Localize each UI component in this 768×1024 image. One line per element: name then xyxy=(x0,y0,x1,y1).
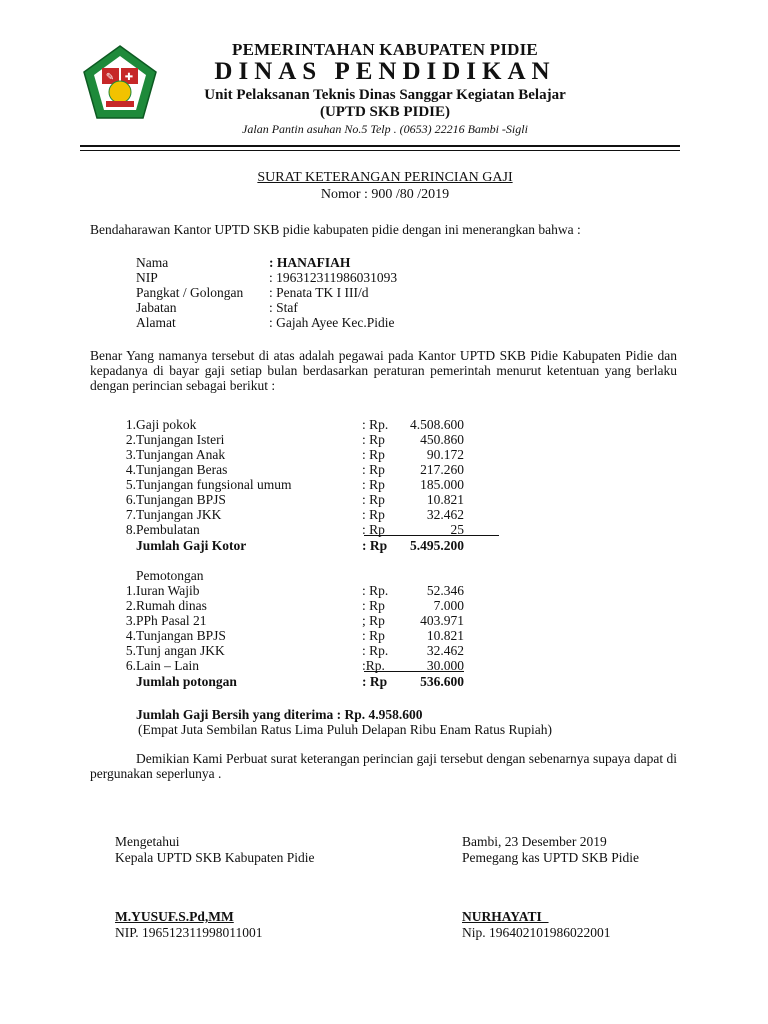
document-number: Nomor : 900 /80 /2019 xyxy=(320,187,450,202)
identity-row-name: Nama : HANAFIAH xyxy=(136,255,351,270)
signature-left-line2: Kepala UPTD SKB Kabupaten Pidie xyxy=(115,849,315,865)
identity-block xyxy=(136,255,397,330)
institution-logo xyxy=(80,44,160,124)
identity-row-position: Jabatan : Staf xyxy=(136,300,298,315)
header-unit: Unit Pelaksanan Teknis Dinas Sanggar Kegiatan Belajar xyxy=(204,87,566,103)
identity-row-rank: Pangkat / Golongan : Penata TK I III/d xyxy=(136,285,369,300)
svg-text:✚: ✚ xyxy=(124,72,134,83)
closing-paragraph: Demikian Kami Perbuat surat keterangan perincian gaji tersebut dengan sebenarnya supaya dapat di pergunakan seperlunya . xyxy=(90,751,677,781)
signature-left xyxy=(115,834,314,865)
signature-right-line1: Bambi, 23 Desember 2019 xyxy=(462,834,607,849)
deduction-subtotal-rule xyxy=(364,658,464,672)
deduction-list: Pemotongan 1. Iuran Wajib : Rp. 52.346 2. Rumah dinas : Rp 7.000 3. PPh Pasal 21 ; Rp 403.971 4. Tunjangan BPJS : Rp 10.821 5. Tunj angan JKK : Rp. 32.462 6. Lain – Lain :Rp. 30.000 Jumlah potongan : Rp 536.600 xyxy=(125,568,464,689)
net-salary-words: (Empat Juta Sembilan Ratus Lima Puluh Delapan Ribu Enam Ratus Rupiah) xyxy=(138,722,552,737)
identity-row-nip: NIP : 196312311986031093 xyxy=(136,270,398,285)
header-unit-short: (UPTD SKB PIDIE) xyxy=(319,104,450,120)
svg-text:✎: ✎ xyxy=(105,72,115,83)
income-list: 1. Gaji pokok : Rp. 4.508.600 2. Tunjangan Isteri : Rp 450.860 3. Tunjangan Anak : Rp 90.172 4. Tunjangan Beras : Rp 217.260 5. Tunjangan fungsional umum : Rp 185.000 6. Tunjangan BPJS : Rp 10.821 7. Tunjangan JKK : Rp 32.462 8. Pembulatan : Rp 25 Jumlah Gaji Kotor : Rp 5.495.200 xyxy=(114,417,514,567)
subtotal-rule xyxy=(364,522,499,536)
signer-right-nip: Nip. 196402101986022001 xyxy=(462,925,611,940)
document-title: SURAT KETERANGAN PERINCIAN GAJI xyxy=(257,170,513,185)
signer-right-name: NURHAYATI xyxy=(462,909,549,924)
identity-row-address: Alamat : Gajah Ayee Kec.Pidie xyxy=(136,315,395,330)
signature-right xyxy=(462,834,639,865)
header-address: Jalan Pantin asuhan No.5 Telp . (0653) 22216 Bambi -Sigli xyxy=(242,122,528,136)
signer-left-name: M.YUSUF.S.Pd,MM xyxy=(115,909,234,924)
header-rule-thick xyxy=(80,145,680,147)
statement-paragraph: Benar Yang namanya tersebut di atas adalah pegawai pada Kantor UPTD SKB Pidie Kabupaten Pidie dan kepadanya di bayar gaji setiap bulan berdasarkan peraturan pemerintah menurut ketentuan yang berlaku dengan perincian sebagai berikut : xyxy=(90,348,677,393)
header-department: DINAS PENDIDIKAN xyxy=(214,58,556,85)
header-rule-thin xyxy=(80,150,680,151)
signature-right-line2: Pemegang kas UPTD SKB Pidie xyxy=(462,849,639,865)
net-salary: Jumlah Gaji Bersih yang diterima : Rp. 4.958.600 xyxy=(136,707,423,722)
signature-left-line1: Mengetahui xyxy=(115,834,180,849)
intro-text: Bendaharawan Kantor UPTD SKB pidie kabupaten pidie dengan ini menerangkan bahwa : xyxy=(90,222,581,237)
header-government: PEMERINTAHAN KABUPATEN PIDIE xyxy=(232,40,538,59)
signer-left-nip: NIP. 196512311998011001 xyxy=(115,925,263,940)
